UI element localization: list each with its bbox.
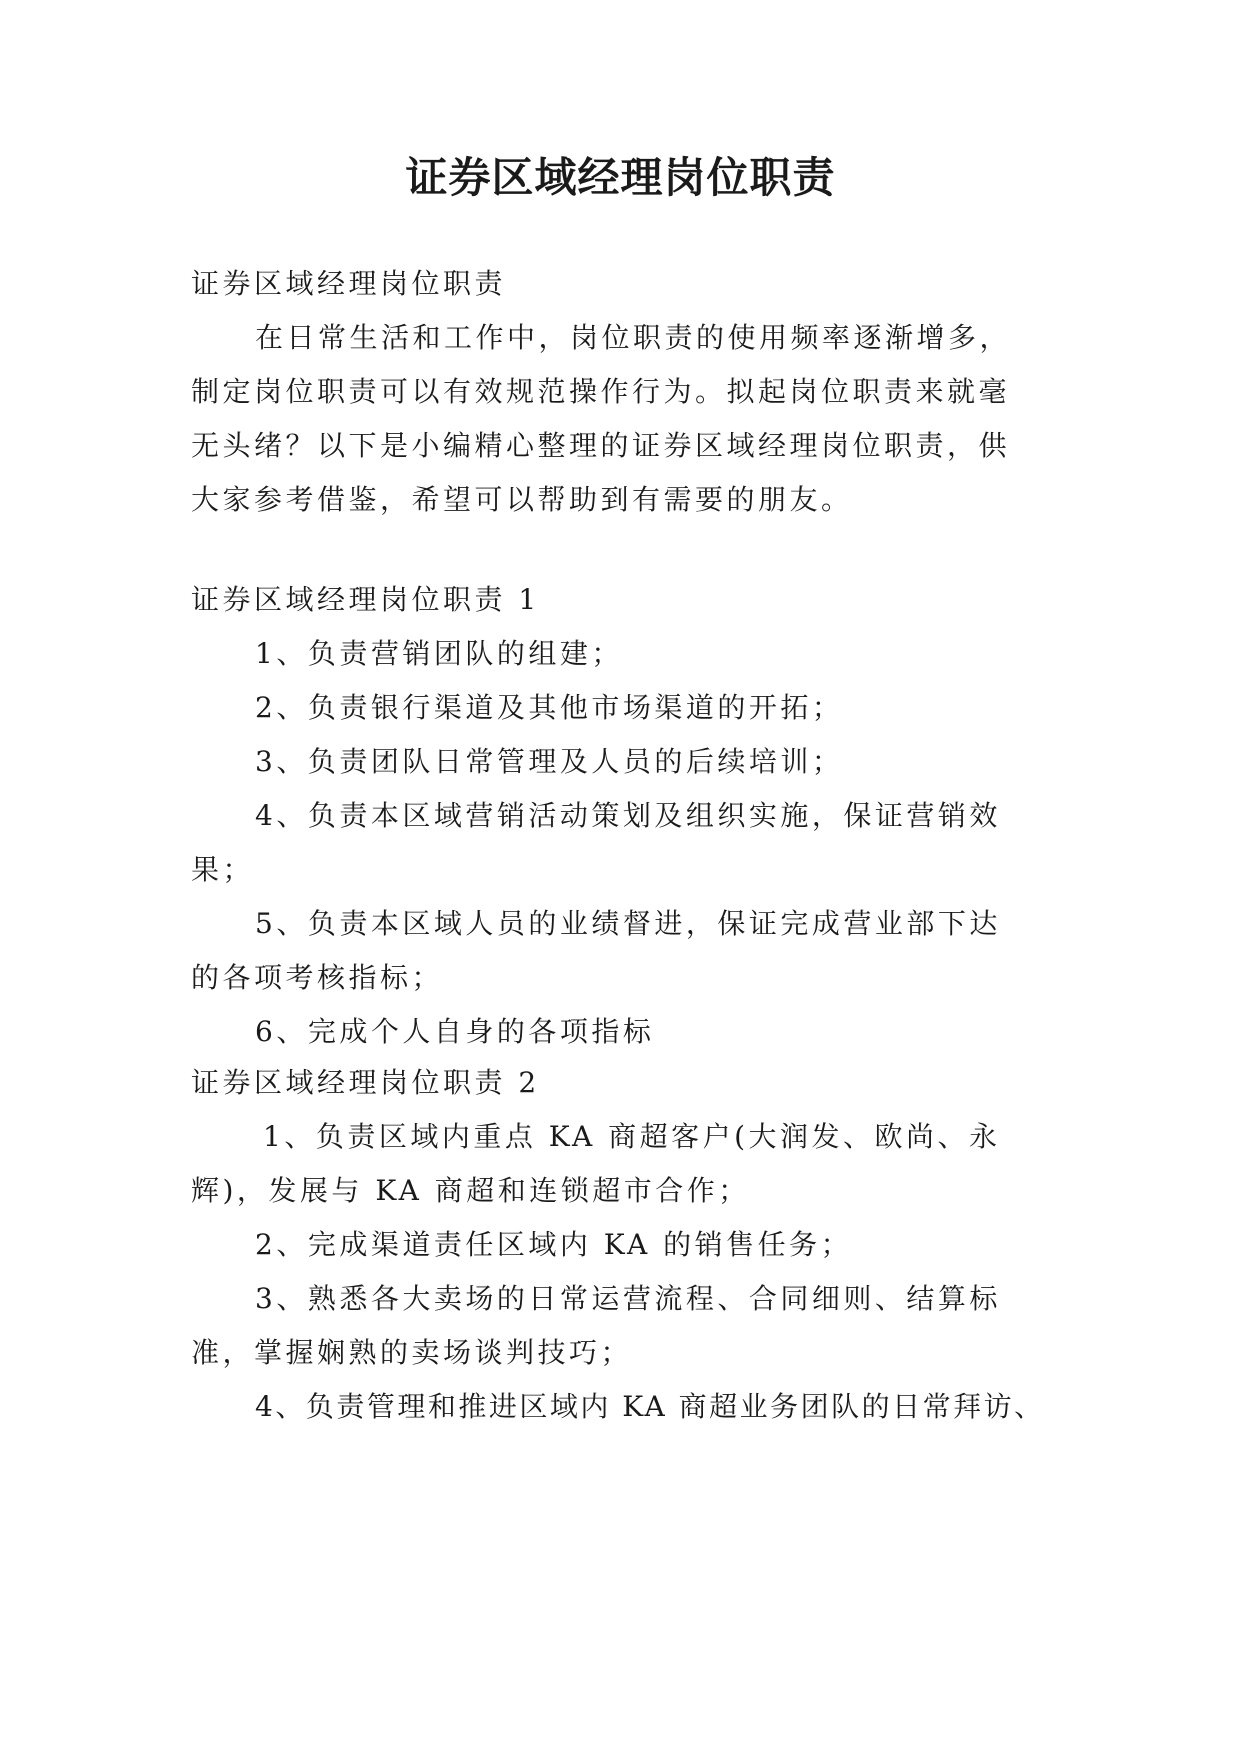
list-item: 6、完成个人自身的各项指标	[255, 1015, 655, 1048]
list-item-continuation: 果；	[191, 853, 255, 886]
intro-line: 无头绪？以下是小编精心整理的证券区域经理岗位职责，供	[191, 429, 1011, 462]
intro-line: 在日常生活和工作中，岗位职责的使用频率逐渐增多，	[255, 321, 1012, 354]
list-item: 3、熟悉各大卖场的日常运营流程、合同细则、结算标	[255, 1282, 1001, 1315]
intro-line: 大家参考借鉴，希望可以帮助到有需要的朋友。	[191, 483, 853, 516]
list-item: 4、负责本区域营销活动策划及组织实施，保证营销效	[255, 799, 1001, 832]
document-subtitle: 证券区域经理岗位职责	[191, 267, 507, 300]
list-item: 2、负责银行渠道及其他市场渠道的开拓；	[255, 691, 844, 724]
list-item: 4、负责管理和推进区域内 KA 商超业务团队的日常拜访、	[255, 1390, 1045, 1423]
list-item: 1、负责营销团队的组建；	[255, 637, 623, 670]
list-item: 1、负责区域内重点 KA 商超客户(大润发、欧尚、永	[263, 1120, 1001, 1153]
list-item-continuation: 的各项考核指标；	[191, 961, 444, 994]
list-item-continuation: 辉)，发展与 KA 商超和连锁超市合作；	[191, 1174, 750, 1207]
list-item: 2、完成渠道责任区域内 KA 的销售任务；	[255, 1228, 853, 1261]
list-item-continuation: 准，掌握娴熟的卖场谈判技巧；	[191, 1336, 633, 1369]
section-heading: 证券区域经理岗位职责 2	[191, 1066, 540, 1099]
section-heading: 证券区域经理岗位职责 1	[191, 583, 540, 616]
list-item: 3、负责团队日常管理及人员的后续培训；	[255, 745, 844, 778]
document-title: 证券区域经理岗位职责	[405, 153, 836, 202]
intro-line: 制定岗位职责可以有效规范操作行为。拟起岗位职责来就毫	[191, 375, 1011, 408]
list-item: 5、负责本区域人员的业绩督进，保证完成营业部下达	[255, 907, 1001, 940]
